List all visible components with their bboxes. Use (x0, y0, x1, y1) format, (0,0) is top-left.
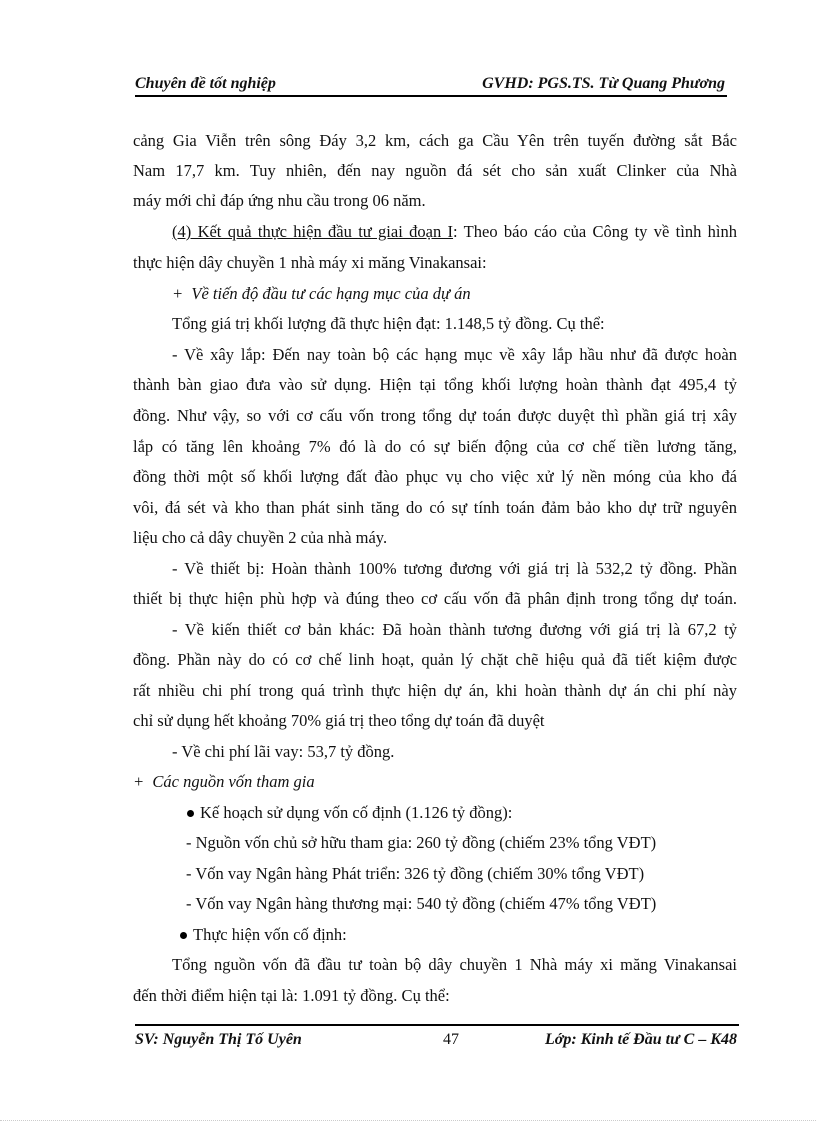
paragraph-line: cảng Gia Viễn trên sông Đáy 3,2 km, cách ga Cầu Yên trên tuyến đường sắt Bắc (133, 131, 737, 150)
paragraph-line: thành bàn giao đưa vào sử dụng. Hiện tại tổng khối lượng hoàn thành đạt 495,4 tỷ (133, 375, 737, 394)
paragraph-line: Nam 17,7 km. Tuy nhiên, đến nay nguồn đá sét cho sản xuất Clinker của Nhà (133, 161, 737, 180)
subheading-capital-sources (133, 774, 315, 791)
bullet-text: Kế hoạch sử dụng vốn cố định (1.126 tỷ đồng): (200, 803, 513, 822)
footer-class: Lớp: Kinh tế Đầu tư C – K48 (545, 1031, 737, 1048)
list-item: - Nguồn vốn chủ sở hữu tham gia: 260 tỷ đồng (chiếm 23% tổng VĐT) (186, 833, 657, 852)
paragraph-line: đồng. Như vậy, so với cơ cấu vốn trong tổng dự toán được duyệt thì phần giá trị xây (133, 406, 737, 425)
bullet-text: Thực hiện vốn cố định: (193, 925, 347, 944)
paragraph-line: - Về kiến thiết cơ bản khác: Đã hoàn thành tương đương với giá trị là 67,2 tỷ (172, 620, 737, 639)
plus-marker: + (172, 284, 184, 303)
paragraph-line: chỉ sử dụng hết khoảng 70% giá trị theo tổng dự toán đã duyệt (133, 711, 545, 730)
bullet-item (187, 805, 512, 822)
subheading-capital-sources-text: Các nguồn vốn tham gia (152, 772, 315, 791)
list-item: - Vốn vay Ngân hàng Phát triển: 326 tỷ đồng (chiếm 30% tổng VĐT) (186, 864, 645, 883)
header-thesis-title: Chuyên đề tốt nghiệp (135, 75, 276, 92)
paragraph-line: đồng thời một số khối lượng đất đào phục vụ cho việc xử lý nền móng của kho đá (133, 467, 737, 486)
paragraph-line: rất nhiều chi phí trong quá trình thực hiện dự án, khi hoàn thành dự án chi phí này (133, 681, 737, 700)
paragraph-line: lắp có tăng lên khoảng 7% đó là do có sự biến động của cơ chế tiền lương tăng, (133, 437, 737, 456)
paragraph-line: Tổng giá trị khối lượng đã thực hiện đạt: 1.148,5 tỷ đồng. Cụ thể: (172, 314, 605, 333)
page-edge-divider (0, 1120, 816, 1121)
page-header (135, 73, 727, 97)
paragraph-line: - Về xây lắp: Đến nay toàn bộ các hạng mục về xây lắp hầu như đã được hoàn (172, 345, 737, 364)
paragraph-line: thực hiện dây chuyền 1 nhà máy xi măng Vinakansai: (133, 253, 487, 272)
bullet-icon (187, 810, 194, 817)
bullet-icon (180, 932, 187, 939)
paragraph-line: - Về thiết bị: Hoàn thành 100% tương đương với giá trị là 532,2 tỷ đồng. Phần (172, 559, 737, 578)
footer-student: SV: Nguyễn Thị Tố Uyên (135, 1031, 302, 1048)
page-footer (135, 1024, 739, 1052)
paragraph-line: đồng. Phần này do có cơ chế linh hoạt, quản lý chặt chẽ hiệu quả đã tiết kiệm được (133, 650, 737, 669)
section-4-line (172, 224, 737, 241)
paragraph-line: đến thời điểm hiện tại là: 1.091 tỷ đồng. Cụ thể: (133, 986, 450, 1005)
paragraph-line: liệu cho cả dây chuyền 2 của nhà máy. (133, 528, 388, 547)
section-4-intro: : Theo báo cáo của Công ty về tình hình (453, 222, 737, 241)
page-number: 47 (443, 1031, 459, 1048)
list-item: - Vốn vay Ngân hàng thương mại: 540 tỷ đồng (chiếm 47% tổng VĐT) (186, 894, 657, 913)
subheading-progress (172, 286, 471, 303)
paragraph-line: Tổng nguồn vốn đã đầu tư toàn bộ dây chuyền 1 Nhà máy xi măng Vinakansai (172, 955, 737, 974)
plus-marker: + (133, 772, 145, 791)
bullet-item (180, 927, 347, 944)
paragraph-line: thiết bị thực hiện phù hợp và đúng theo cơ cấu vốn đã phân định trong tổng dự toán. (133, 589, 737, 608)
header-advisor: GVHD: PGS.TS. Từ Quang Phương (482, 75, 725, 92)
paragraph-line: vôi, đá sét và kho than phát sinh tăng do có sự tính toán đảm bảo kho dự trữ nguyên (133, 498, 737, 517)
subheading-progress-text: Về tiến độ đầu tư các hạng mục của dự án (191, 284, 471, 303)
paragraph-line: máy mới chỉ đáp ứng nhu cầu trong 06 năm. (133, 191, 426, 210)
paragraph-line: - Về chi phí lãi vay: 53,7 tỷ đồng. (172, 742, 395, 761)
section-4-heading: (4) Kết quả thực hiện đầu tư giai đoạn I (172, 222, 454, 241)
